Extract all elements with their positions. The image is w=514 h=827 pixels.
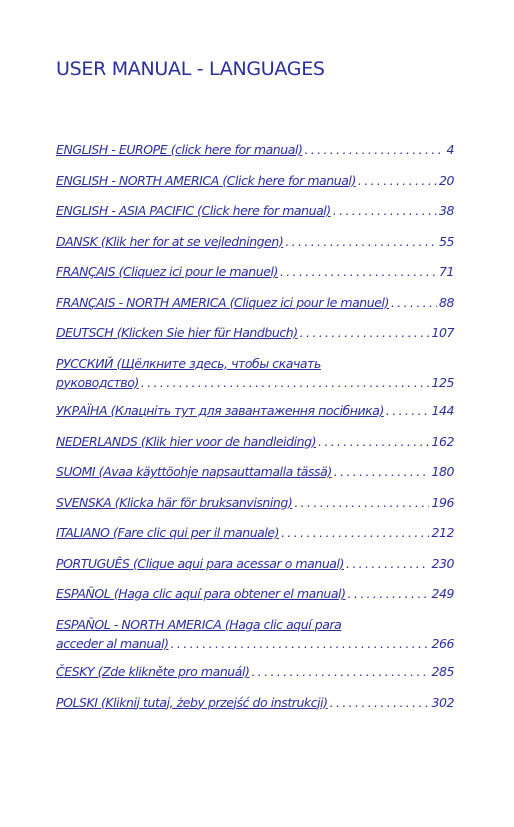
toc-entry-row [56, 432, 454, 451]
toc-leader-dots [318, 432, 429, 451]
toc-leader-dots [346, 554, 430, 573]
toc-entry-link-line2[interactable]: acceder al manual) [56, 635, 169, 651]
toc-entry[interactable] [56, 462, 454, 481]
toc-entry-link[interactable]: ČESKY (Zde klikněte pro manuál) [56, 664, 250, 679]
toc-entry-row [56, 373, 454, 392]
toc-entry-link[interactable]: ITALIANO (Fare clic qui per il manuale) [56, 525, 280, 540]
toc-page-number: 302 [431, 694, 454, 710]
toc-page-number: 266 [431, 635, 454, 651]
toc-entry-link[interactable]: FRANÇAIS - NORTH AMERICA (Cliquez ici pour le manuel) [56, 294, 389, 310]
toc-entry[interactable] [56, 232, 454, 251]
toc-entry-link[interactable]: ESPAÑOL (Haga clic aquí para obtener el manual) [56, 586, 346, 601]
toc-entry-row [56, 662, 454, 681]
toc-page-number: 144 [431, 403, 454, 418]
toc-entry-link[interactable]: FRANÇAIS (Cliquez ici pour le manuel) [56, 264, 278, 279]
toc-entry-link[interactable]: PORTUGUÊS (Clique aqui para acessar o manual) [56, 555, 344, 571]
toc-entry-row [56, 293, 454, 312]
toc-leader-dots [358, 171, 437, 190]
table-of-contents [56, 140, 454, 723]
toc-entry[interactable] [56, 201, 454, 220]
toc-entry[interactable] [56, 615, 454, 653]
toc-page-number: 196 [431, 494, 454, 510]
toc-entry[interactable] [56, 354, 454, 392]
toc-page-number: 88 [438, 294, 454, 310]
toc-entry-link[interactable]: DANSK (Klik her for at se vejledningen) [56, 233, 284, 249]
toc-entry[interactable] [56, 323, 454, 342]
toc-page-number: 162 [431, 433, 454, 449]
toc-leader-dots [300, 323, 430, 342]
toc-entry[interactable] [56, 662, 454, 681]
toc-entry-row [56, 201, 454, 220]
toc-page-number: 180 [431, 464, 454, 479]
toc-leader-dots [330, 693, 430, 712]
toc-leader-dots [334, 462, 430, 481]
toc-leader-dots [294, 493, 429, 512]
toc-page-number: 230 [431, 555, 454, 571]
toc-entry[interactable] [56, 171, 454, 190]
toc-entry[interactable] [56, 293, 454, 312]
toc-leader-dots [251, 662, 429, 681]
toc-leader-dots [280, 262, 437, 281]
toc-leader-dots [386, 401, 430, 420]
toc-entry[interactable] [56, 693, 454, 712]
toc-entry[interactable] [56, 554, 454, 573]
toc-page-number: 212 [431, 525, 454, 540]
toc-entry-link-line1[interactable]: ESPAÑOL - NORTH AMERICA (Haga clic aquí para [56, 616, 342, 632]
toc-entry[interactable] [56, 140, 454, 159]
page-title: USER MANUAL - LANGUAGES [56, 58, 325, 80]
toc-leader-dots [171, 634, 430, 653]
toc-entry-link[interactable]: ENGLISH - ASIA PACIFIC (Click here for manual) [56, 203, 331, 218]
toc-entry[interactable] [56, 401, 454, 420]
toc-leader-dots [304, 140, 444, 159]
toc-page-number: 55 [438, 233, 454, 249]
toc-entry-link[interactable]: SVENSKA (Klicka här för bruksanvisning) [56, 494, 293, 510]
toc-entry-row [56, 693, 454, 712]
toc-entry-link[interactable]: ENGLISH - EUROPE (click here for manual) [56, 142, 303, 157]
toc-entry-row [56, 554, 454, 573]
toc-entry[interactable] [56, 523, 454, 542]
toc-page-number: 38 [438, 203, 454, 218]
toc-entry-row [56, 634, 454, 653]
toc-page-number: 71 [438, 264, 454, 279]
toc-leader-dots [348, 584, 430, 603]
toc-leader-dots [333, 201, 437, 220]
toc-entry-link-line2[interactable]: руководство) [56, 374, 139, 390]
toc-entry[interactable] [56, 493, 454, 512]
toc-leader-dots [391, 293, 437, 312]
toc-entry[interactable] [56, 584, 454, 603]
toc-entry-row [56, 323, 454, 342]
toc-entry-link[interactable]: DEUTSCH (Klicken Sie hier für Handbuch) [56, 325, 298, 340]
toc-leader-dots [285, 232, 437, 251]
toc-entry-row [56, 171, 454, 190]
toc-entry-row [56, 262, 454, 281]
toc-page-number: 107 [431, 325, 454, 340]
toc-entry-link[interactable]: NEDERLANDS (Klik hier voor de handleiding) [56, 433, 317, 449]
toc-leader-dots [141, 373, 430, 392]
toc-entry-link[interactable]: SUOMI (Avaa käyttöohje napsauttamalla tässä) [56, 464, 332, 479]
toc-entry-row [56, 462, 454, 481]
toc-entry-link-line1[interactable]: РУССКИЙ (Щёлкните здесь, чтобы скачать [56, 355, 321, 371]
toc-entry-link[interactable]: УКРАЇНА (Клацніть тут для завантаження посібника) [56, 403, 384, 418]
toc-page-number: 20 [438, 172, 454, 188]
toc-entry[interactable] [56, 432, 454, 451]
toc-entry[interactable] [56, 262, 454, 281]
toc-entry-row [56, 523, 454, 542]
toc-entry-link[interactable]: ENGLISH - NORTH AMERICA (Click here for manual) [56, 172, 356, 188]
toc-page-number: 249 [431, 586, 454, 601]
toc-entry-row [56, 232, 454, 251]
toc-leader-dots [281, 523, 429, 542]
toc-page-number: 125 [431, 374, 454, 390]
toc-entry-row [56, 584, 454, 603]
toc-entry-link[interactable]: POLSKI (Kliknij tutaj, żeby przejść do instrukcji) [56, 694, 328, 710]
toc-page-number: 4 [446, 142, 454, 157]
toc-entry-row [56, 140, 454, 159]
toc-entry-row [56, 493, 454, 512]
toc-page-number: 285 [431, 664, 454, 679]
toc-entry-row [56, 401, 454, 420]
